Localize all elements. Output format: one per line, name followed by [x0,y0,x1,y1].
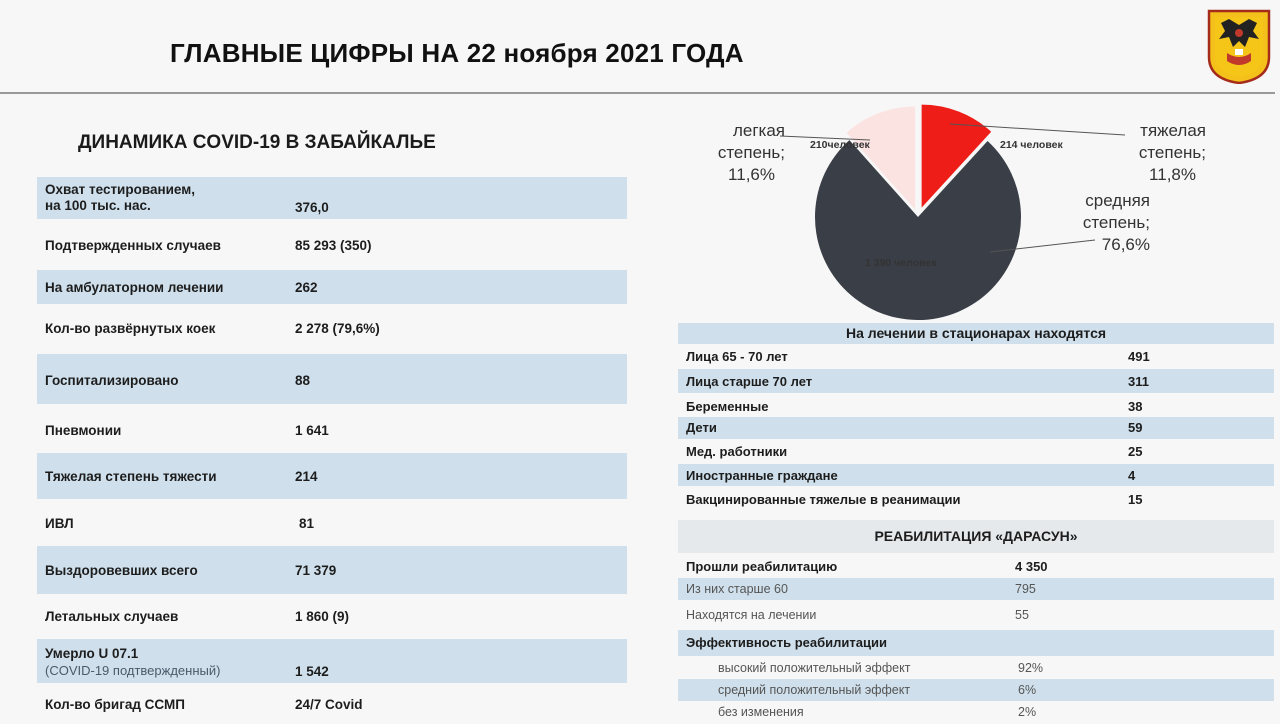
row-deaths [37,598,627,634]
table-row [678,369,1274,393]
hospital-table [678,323,1274,513]
pie-count-severe: 214 человек [1000,139,1063,151]
row-value: 81 [299,516,315,531]
row-label: высокий положительный эффект [718,661,911,675]
row-label: Госпитализировано [45,373,179,388]
row-value: 1 641 [295,423,329,438]
pie-label-severe-3: 11,8% [1149,165,1196,184]
row-value: 71 379 [295,563,337,578]
row-value: 214 [295,469,318,484]
pie-label-light-1: легкая [732,121,785,140]
pie-label-light-2: степень; [717,143,785,162]
table-row [678,417,1274,439]
row-value: 92% [1018,661,1044,675]
table-row [678,440,1274,463]
row-outpatient [37,270,627,304]
row-label: Беременные [686,399,769,414]
rehab-table [678,520,1274,724]
row-value: 4 350 [1015,559,1048,574]
row-severe [37,453,627,499]
row-value: 2 278 (79,6%) [295,321,380,336]
row-testing [37,177,627,219]
row-value: 4 [1128,468,1136,483]
rehab-effect-row [678,679,1274,701]
row-label: Вакцинированные тяжелые в реанимации [686,492,961,507]
row-value: 88 [295,373,311,388]
rehab-row-over60 [678,578,1274,600]
rehab-row-ongoing [678,601,1274,627]
row-label: Дети [686,420,717,435]
rehab-effect-row [678,657,1274,679]
row-value: 795 [1015,582,1036,596]
row-value: 376,0 [295,200,329,215]
section-title-covid-dynamics: ДИНАМИКА COVID-19 В ЗАБАЙКАЛЬЕ [78,132,436,153]
row-label: Тяжелая степень тяжести [45,469,217,484]
row-label: Иностранные граждане [686,468,838,483]
pie-count-light: 210человек [810,139,870,151]
rehab-row-passed [678,555,1274,577]
row-label: средний положительный эффект [718,683,911,697]
hospital-table-title: На лечении в стационарах находятся [678,323,1274,344]
row-value: 1 542 [295,664,329,679]
row-label: Лица 65 - 70 лет [686,349,788,364]
pie-count-medium: 1 390 человек [865,257,937,269]
row-label-line2: (COVID-19 подтвержденный) [45,663,221,678]
pie-label-severe [1110,120,1206,186]
row-pneumonia [37,410,627,448]
row-label: Прошли реабилитацию [686,559,838,574]
row-value: 15 [1128,492,1143,507]
row-value: 25 [1128,444,1143,459]
pie-label-medium-3: 76,6% [1101,235,1150,254]
pie-label-medium [1060,190,1150,256]
row-value: 262 [295,280,318,295]
row-label: Из них старше 60 [686,582,788,596]
row-label: Кол-во развёрнутых коек [45,321,216,336]
row-confirmed [37,226,627,264]
row-label-line2: на 100 тыс. нас. [45,198,151,213]
pie-label-light [700,120,785,186]
row-value: 24/7 Covid [295,697,363,712]
row-label: Пневмонии [45,423,122,438]
table-row [678,464,1274,486]
row-ventilator [37,505,627,541]
pie-label-severe-1: тяжелая [1140,121,1206,140]
row-label: Подтвержденных случаев [45,238,221,253]
row-beds [37,310,627,348]
row-ambulance-teams [37,688,627,720]
row-hospitalized [37,354,627,404]
pie-label-severe-2: степень; [1138,143,1206,162]
pie-slice-medium [815,140,1021,320]
rehab-effect-row [678,701,1274,723]
row-value: 2% [1018,705,1037,719]
row-value: 59 [1128,420,1143,435]
pie-label-medium-1: средняя [1085,191,1150,210]
table-row [678,487,1274,511]
row-label: Умерло U 07.1 [45,646,139,661]
pie-label-light-3: 11,6% [728,165,775,184]
row-label: Летальных случаев [45,609,179,624]
row-label: без изменения [718,705,804,719]
row-died-u071 [37,639,627,683]
row-value: 491 [1128,349,1150,364]
row-label: Мед. работники [686,444,788,459]
coat-of-arms-icon [1207,9,1271,84]
rehab-eff-title [678,630,1274,656]
row-label: Находятся на лечении [686,608,817,622]
table-row [678,344,1274,368]
row-label: ИВЛ [45,516,74,531]
page-title: ГЛАВНЫЕ ЦИФРЫ НА 22 ноября 2021 ГОДА [170,38,744,68]
row-value: 1 860 (9) [295,609,350,624]
table-row [678,394,1274,417]
row-value: 6% [1018,683,1037,697]
title-divider [0,92,1275,94]
row-value: 85 293 (350) [295,238,372,253]
row-value: 38 [1128,399,1143,414]
row-label: Охват тестированием, [45,182,196,197]
row-label: Эффективность реабилитации [686,635,887,650]
row-value: 311 [1128,374,1149,389]
row-label: Выздоровевших всего [45,563,198,578]
rehab-table-title: РЕАБИЛИТАЦИЯ «ДАРАСУН» [678,520,1274,553]
row-label: Кол-во бригад ССМП [45,697,185,712]
row-label: Лица старше 70 лет [686,374,813,389]
pie-label-medium-2: степень; [1082,213,1150,232]
row-value: 55 [1015,608,1029,622]
row-label: На амбулаторном лечении [45,280,224,295]
row-recovered [37,546,627,594]
